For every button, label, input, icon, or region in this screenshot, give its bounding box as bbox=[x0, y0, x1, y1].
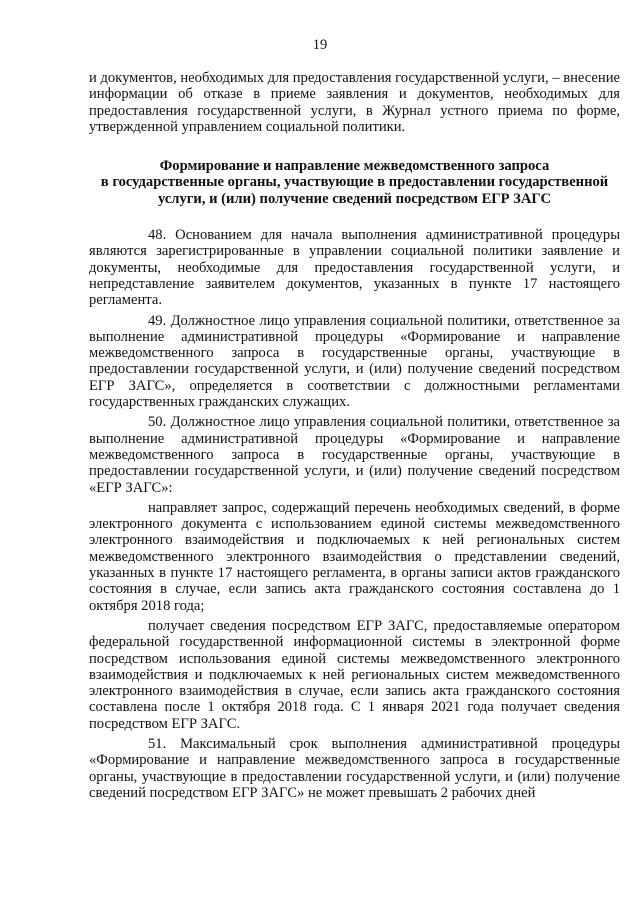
paragraph-49: 49. Должностное лицо управления социальной политики, ответственное за выполнение административной процедуры «Формирование и направление межведомственного запроса в государственные органы, участвующие в предоставлении государственной услуги, и (или) получение сведений посредством ЕГР ЗАГС», определяется в соответствии с должностными регламентами государственных гражданских служащих. bbox=[89, 312, 620, 411]
paragraph-50: 50. Должностное лицо управления социальной политики, ответственное за выполнение административной процедуры «Формирование и направление межведомственного запроса в государственные органы, участвующие в предоставлении государственной услуги, и (или) получение сведений посредством «ЕГР ЗАГС»: bbox=[89, 414, 620, 496]
paragraph-50-item-2: получает сведения посредством ЕГР ЗАГС, предоставляемые оператором федеральной государственной информационной системы в электронной форме посредством использования единой системы межведомственного электронного взаимодействия и подключаемых к ней региональных систем межведомственного электронного взаимодействия в случае, если запись акта гражданского состояния составлена после 1 октября 2018 года. С 1 января 2021 года получает сведения посредством ЕГР ЗАГС. bbox=[89, 617, 620, 732]
intro-paragraph: и документов, необходимых для предоставления государственной услуги, – внесение информации об отказе в приеме заявления и документов, необходимых для предоставления государственной услуги, в Журнал устного приема по форме, утвержденной управлением социальной политики. bbox=[89, 70, 620, 135]
paragraph-51: 51. Максимальный срок выполнения административной процедуры «Формирование и направление межведомственного запроса в государственные органы, участвующие в предоставлении государственной услуги, и (или) получение сведений посредством ЕГР ЗАГС» не может превышать 2 рабочих дней bbox=[89, 735, 620, 801]
section-heading-line-1: Формирование и направление межведомственного запроса bbox=[159, 158, 550, 175]
paragraph-48: 48. Основанием для начала выполнения административной процедуры являются зарегистрированные в управлении социальной политики заявление и документы, необходимые для предоставления государственной услуги, и непредставление заявителем документов, указанных в пункте 17 настоящего регламента. bbox=[89, 227, 620, 309]
section-heading-line-2: в государственные органы, участвующие в предоставлении государственной bbox=[100, 174, 609, 191]
section-heading-line-3: услуги, и (или) получение сведений посредством ЕГР ЗАГС bbox=[157, 190, 552, 207]
section-heading bbox=[89, 158, 620, 207]
document-body bbox=[89, 70, 620, 801]
page-number: 19 bbox=[312, 37, 328, 53]
paragraph-50-item-1: направляет запрос, содержащий перечень необходимых сведений, в форме электронного документа с использованием единой системы межведомственного электронного взаимодействия и подключаемых к ней региональных систем межведомственного электронного взаимодействия о представлении сведений, указанных в пункте 17 настоящего регламента, в органы записи актов гражданского состояния в случае, если запись акта гражданского состояния составлена до 1 октября 2018 года; bbox=[89, 499, 620, 614]
